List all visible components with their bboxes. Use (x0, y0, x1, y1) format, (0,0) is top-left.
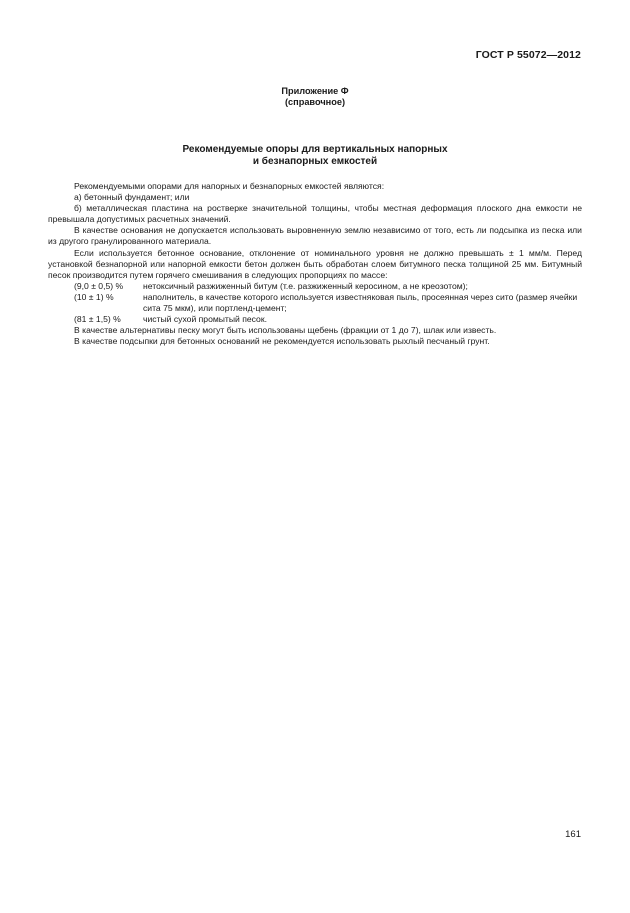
section-title-line-2: и безнапорных емкостей (252, 156, 378, 167)
intro-paragraph: Рекомендуемыми опорами для напорных и безнапорных емкостей являются: (74, 181, 385, 191)
mixture-row (48, 314, 582, 325)
mixture-ratio: (9,0 ± 0,5) % (74, 280, 124, 291)
mixture-row (48, 292, 582, 314)
mixture-description: наполнитель, в качестве которого используется известняковая пыль, просеянная через сито (размер ячейки сита 75 мкм), или портленд-цемент; (143, 291, 578, 314)
mixture-description: чистый сухой промытый песок. (143, 314, 267, 325)
mixture-list (48, 281, 582, 325)
mixture-description: нетоксичный разжиженный битум (т.е. разжиженный керосином, а не креозотом); (143, 280, 468, 291)
appendix-heading (0, 86, 630, 108)
section-title (0, 144, 630, 168)
document-body (48, 181, 582, 347)
appendix-title: Приложение Ф (281, 86, 349, 96)
mixture-ratio: (81 ± 1,5) % (74, 314, 121, 325)
section-title-line-1: Рекомендуемые опоры для вертикальных напорных (182, 144, 448, 155)
mixture-row (48, 281, 582, 292)
alternative-note-paragraph: В качестве альтернативы песку могут быть использованы щебень (фракции от 1 до 7), шлак или известь. (74, 325, 497, 336)
appendix-type: (справочное) (284, 97, 345, 107)
list-item-a: а) бетонный фундамент; или (74, 192, 190, 203)
concrete-note-paragraph: Если используется бетонное основание, отклонение от номинального уровня не должно превышать ± 1 мм/м. Перед установкой безнапорной или напорной емкости бетон должен быть обработан слоем битумного песка толщиной 25 мм. Битумный песок производится путем горячего смешивания в следующих пропорциях по массе: (48, 247, 582, 280)
list-item-b: б) металлическая пластина на ростверке значительной толщины, чтобы местная деформация плоского дна емкости не превышала допустимых расчетных значений. (48, 203, 582, 225)
mixture-ratio: (10 ± 1) % (74, 291, 114, 302)
standard-code: ГОСТ Р 55072—2012 (475, 49, 581, 61)
page-number: 161 (565, 829, 581, 840)
sand-note-paragraph: В качестве подсыпки для бетонных оснований не рекомендуется использовать рыхлый песчаный грунт. (74, 336, 490, 347)
ground-note-paragraph: В качестве основания не допускается использовать выровненную землю независимо от того, есть ли подсыпка из песка или из другого гранулированного материала. (48, 225, 582, 247)
